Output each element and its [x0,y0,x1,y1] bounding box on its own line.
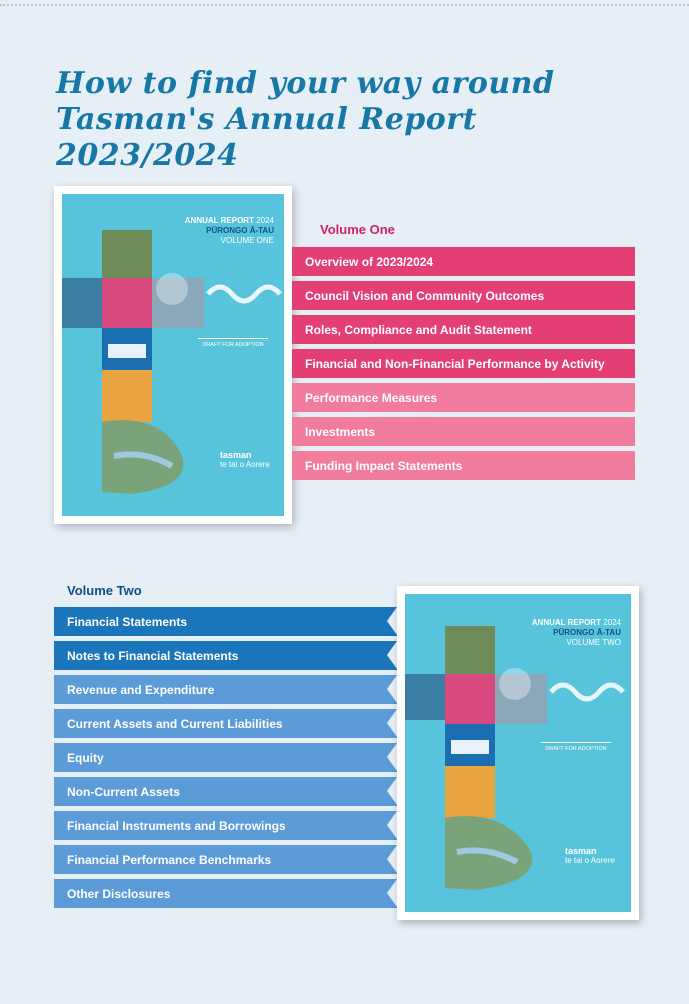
cover-title-maori: PŪRONGO Ā-TAU [206,226,274,235]
toc-item[interactable]: Performance Measures [292,383,635,412]
toc-item[interactable]: Overview of 2023/2024 [292,247,635,276]
volume-one-heading: Volume One [320,222,395,237]
toc-item[interactable]: Council Vision and Community Outcomes [292,281,635,310]
cover-volume-label: VOLUME TWO [566,638,621,647]
toc-item[interactable]: Financial Instruments and Borrowings [54,811,397,840]
cover-title-bold: ANNUAL REPORT [184,216,254,225]
cover-draft-label: DRAFT FOR ADOPTION [198,338,268,348]
toc-item[interactable]: Current Assets and Current Liabilities [54,709,397,738]
toc-item[interactable]: Equity [54,743,397,772]
volume-one-cover-art [62,194,284,516]
logo-brand: tasman [565,846,597,856]
tasman-logo [565,846,615,866]
top-dotted-rule [0,4,689,6]
title-line-1: How to find your way around [56,66,555,101]
cover-title-bold: ANNUAL REPORT [531,618,601,627]
toc-item[interactable]: Financial Performance Benchmarks [54,845,397,874]
logo-sub: te tai o Aorere [220,460,270,469]
toc-item[interactable]: Funding Impact Statements [292,451,635,480]
logo-sub: te tai o Aorere [565,856,615,865]
toc-item[interactable]: Financial Statements [54,607,397,636]
toc-item[interactable]: Notes to Financial Statements [54,641,397,670]
cover-title-year: 2024 [603,618,621,627]
cover-title-maori: PŪRONGO Ā-TAU [553,628,621,637]
title-line-2: Tasman's Annual Report 2023/2024 [56,102,477,173]
volume-one-cover [54,186,292,524]
toc-item[interactable]: Revenue and Expenditure [54,675,397,704]
toc-item[interactable]: Investments [292,417,635,446]
toc-item[interactable]: Non-Current Assets [54,777,397,806]
cover-draft-label: DRAFT FOR ADOPTION [541,742,611,752]
toc-item[interactable]: Financial and Non-Financial Performance by Activity [292,349,635,378]
toc-item[interactable]: Other Disclosures [54,879,397,908]
toc-item[interactable]: Roles, Compliance and Audit Statement [292,315,635,344]
tasman-logo [220,450,270,470]
volume-two-cover [397,586,639,920]
cover-volume-label: VOLUME ONE [220,236,274,245]
page-title [56,66,616,174]
volume-two-cover-art [405,594,631,912]
volume-two-heading: Volume Two [67,583,142,598]
cover-title-year: 2024 [256,216,274,225]
logo-brand: tasman [220,450,252,460]
